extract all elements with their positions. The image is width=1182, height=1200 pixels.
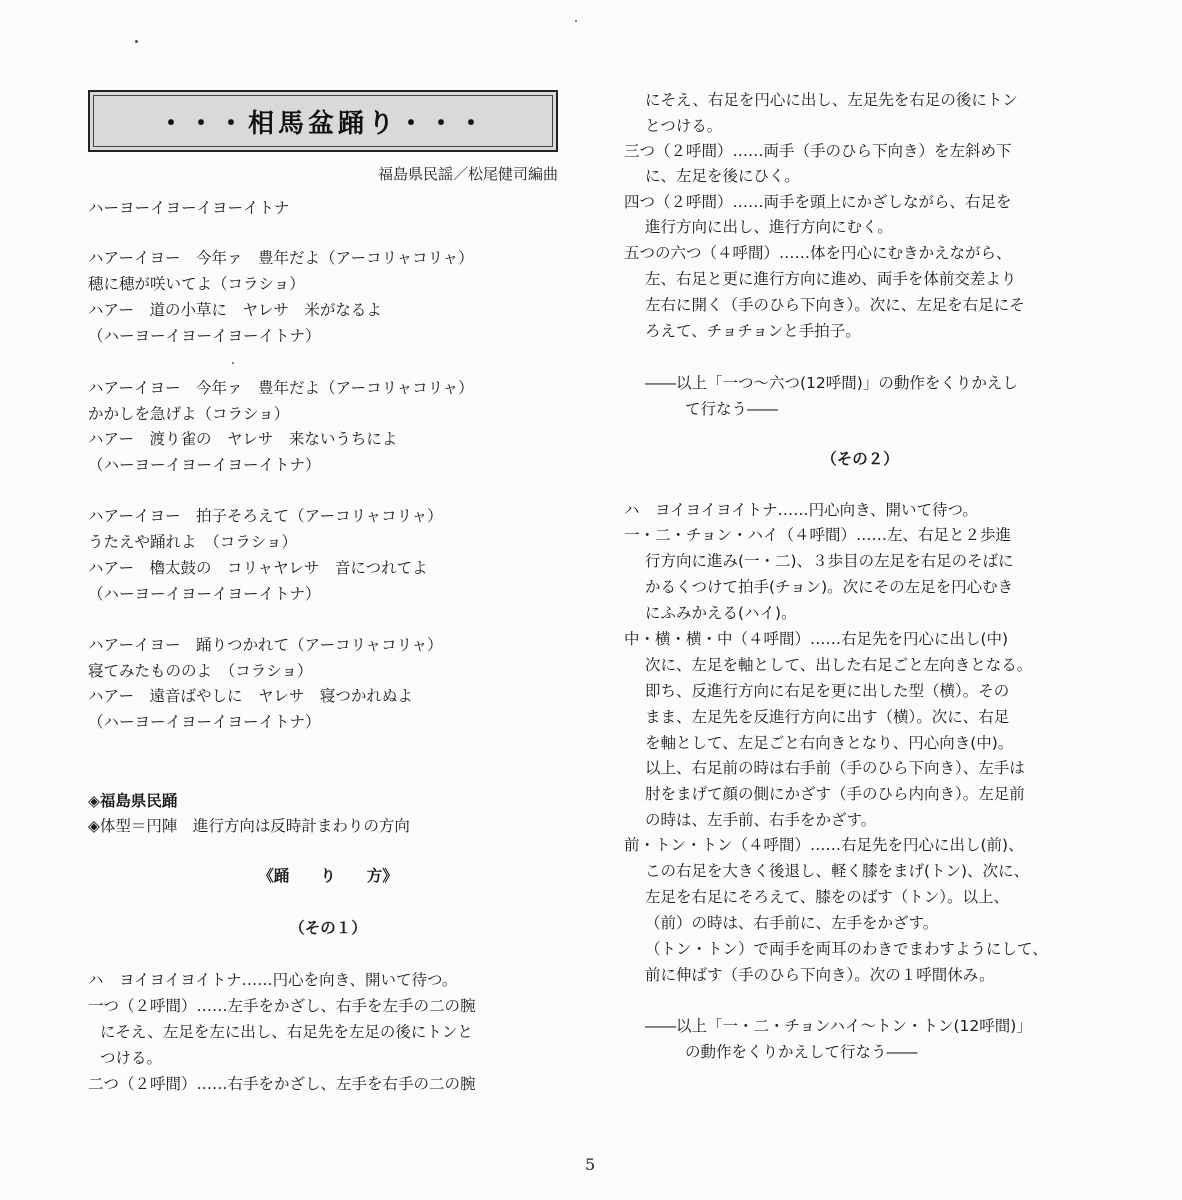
lyric-line: 寝てみたもののよ （コラショ） (88, 662, 313, 680)
step-line: 行方向に進み(一・二)、３歩目の左足を右足のそばに (645, 552, 1014, 570)
odori-heading: 《踊 り 方》 (258, 867, 398, 885)
lyric-line: ハアー 渡り雀の ヤレサ 来ないうちによ (88, 430, 398, 448)
lyric-line: ハアーイヨー 踊りつかれて（アーコリャコリャ） (88, 636, 443, 654)
step-line: かるくつけて拍手(チョン)。次にその左足を円心むき (645, 578, 1014, 596)
scan-speck (232, 362, 234, 364)
lyric-line: ハアー 遠音ばやしに ヤレサ 寝つかれぬよ (88, 687, 413, 705)
part2-heading: （その２） (821, 450, 899, 468)
lyric-line: 穂に穂が咲いてよ（コラショ） (88, 275, 305, 293)
step-line: ハ ヨイヨイヨイトナ……円心向き、開いて待つ。 (624, 501, 978, 519)
song-credit: 福島県民謡／松尾健司編曲 (377, 165, 558, 183)
summary-line: ――以上「一つ～六つ(12呼間)」の動作をくりかえし (645, 374, 1018, 392)
step-line: 前・トン・トン（４呼間）……右足先を円心に出し(前)、 (624, 836, 1024, 854)
step-line: 一・二・チョン・ハイ（４呼間）……左、右足と２歩進 (624, 526, 1012, 544)
lyric-line: ハアーイヨー 今年ァ 豊年だよ（アーコリャコリャ） (88, 379, 474, 397)
lyric-line: ハアー 道の小草に ヤレサ 米がなるよ (88, 301, 382, 319)
step-line: の時は、左手前、右手をかざす。 (645, 811, 877, 829)
summary-line: ――以上「一・二・チョンハイ～トン・トン(12呼間)」 (645, 1017, 1032, 1035)
step-line: 中・横・横・中（４呼間）……右足先を円心に出し(中) (624, 630, 1009, 648)
step-line: とつける。 (645, 117, 723, 135)
step-line: 進行方向に出し、進行方向にむく。 (645, 218, 893, 236)
step-line: 一つ（２呼間）……左手をかざし、右手を左手の二の腕 (88, 997, 476, 1015)
page-number: 5 (585, 1155, 596, 1174)
lyric-line: ハーヨーイヨーイヨーイトナ (88, 199, 290, 217)
step-line: 左、右足と更に進行方向に進め、両手を体前交差より (645, 270, 1017, 288)
step-line: 左足を右足にそろえて、膝をのばす（トン）。以上、 (645, 888, 1009, 906)
step-line: にそえ、右足を円心に出し、左足先を右足の後にトン (645, 91, 1018, 109)
step-line: を軸として、左足ごと右向きとなり、円心向き(中)。 (645, 734, 1014, 752)
step-line: 肘をまげて顔の側にかざす（手のひら内向き）。左足前 (645, 785, 1025, 803)
step-line: 三つ（２呼間）……両手（手のひら下向き）を左斜め下 (624, 142, 1012, 160)
step-line: 二つ（２呼間）……右手をかざし、左手を右手の二の腕 (88, 1075, 476, 1093)
lyric-line: かかしを急げよ（コラショ） (88, 405, 290, 423)
scan-speck (135, 40, 138, 43)
summary-line: の動作をくりかえして行なう―― (685, 1043, 918, 1061)
step-line: にそえ、左足を左に出し、右足先を左足の後にトンと (100, 1023, 473, 1041)
lyric-line: （ハーヨーイヨーイヨーイトナ） (88, 713, 321, 731)
step-line: （前）の時は、右手前に、左手をかざす。 (645, 914, 939, 932)
step-line: まま、左足先を反進行方向に出す（横）。次に、右足 (645, 708, 1010, 726)
step-line: 四つ（２呼間）……両手を頭上にかざしながら、右足を (624, 193, 1012, 211)
step-line: ろえて、チョチョンと手拍子。 (645, 322, 861, 340)
step-line: 前に伸ばす（手のひら下向き）。次の１呼間休み。 (645, 966, 995, 984)
step-line: 以上、右足前の時は右手前（手のひら下向き）、左手は (645, 759, 1025, 777)
part1-heading: （その１） (289, 919, 367, 937)
step-line: つける。 (100, 1049, 163, 1067)
step-line: （トン・トン）で両手を両耳のわきでまわすようにして、 (645, 940, 1048, 958)
step-line: ハ ヨイヨイヨイトナ……円心を向き、開いて待つ。 (88, 971, 458, 989)
step-line: に、左足を後にひく。 (645, 167, 800, 185)
step-line: この右足を大きく後退し、軽く膝をまげ(トン)、次に、 (645, 862, 1030, 880)
lyric-line: ハアーイヨー 今年ァ 豊年だよ（アーコリャコリャ） (88, 249, 474, 267)
lyric-line: ハアーイヨー 拍子そろえて（アーコリャコリャ） (88, 507, 443, 525)
lyric-line: ハアー 櫓太鼓の コリャヤレサ 音につれてよ (88, 559, 428, 577)
info-formation: ◈体型＝円陣 進行方向は反時計まわりの方向 (88, 817, 410, 835)
step-line: 次に、左足を軸として、出した右足ごと左向きとなる。 (645, 656, 1033, 674)
lyric-line: うたえや踊れよ （コラショ） (88, 533, 297, 551)
step-line: にふみかえる(ハイ)。 (645, 604, 797, 622)
summary-line: て行なう―― (685, 400, 779, 418)
step-line: 即ち、反進行方向に右足を更に出した型（横）。その (645, 682, 1010, 700)
step-line: 五つの六つ（４呼間）……体を円心にむきかえながら、 (624, 244, 1012, 262)
lyric-line: （ハーヨーイヨーイヨーイトナ） (88, 456, 321, 474)
page-title: ・・・相馬盆踊り・・・ (88, 90, 558, 152)
step-line: 左右に開く（手のひら下向き）。次に、左足を右足にそ (645, 296, 1025, 314)
scan-speck (575, 20, 577, 22)
info-folk-dance: ◈福島県民踊 (88, 792, 178, 810)
lyric-line: （ハーヨーイヨーイヨーイトナ） (88, 327, 321, 345)
lyric-line: （ハーヨーイヨーイヨーイトナ） (88, 585, 321, 603)
